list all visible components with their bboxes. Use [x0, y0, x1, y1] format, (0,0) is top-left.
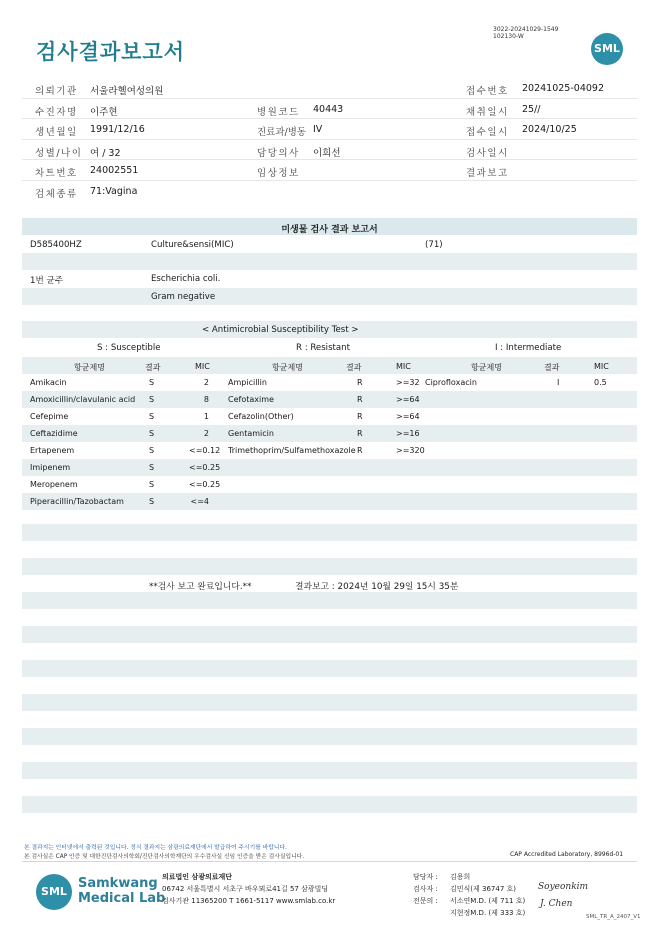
ast-drug: Imipenem: [30, 463, 71, 472]
org-contact: 검사기관 11365200 T 1661-5117 www.smlab.co.kr: [162, 897, 336, 905]
row-band: [22, 592, 637, 609]
row-band: [22, 626, 637, 643]
info-row: [22, 160, 637, 181]
legend-intermediate: I : Intermediate: [495, 343, 562, 353]
ast-drug: Amikacin: [30, 378, 67, 387]
col-mic-header: MIC: [594, 362, 609, 371]
org-name: 의료법인 삼광의료재단: [162, 873, 233, 881]
signature-1: Soyeonkim: [538, 882, 589, 892]
info-row: [22, 181, 637, 202]
row-band: [22, 558, 637, 575]
info-value: 1991/12/16: [90, 124, 145, 135]
report-title: 미생물 검사 결과 보고서: [281, 225, 378, 235]
info-value: 25//: [522, 103, 541, 115]
ast-drug: Meropenem: [30, 480, 78, 489]
handler-label: 담당자 :: [413, 873, 438, 881]
organism-1-label: 1번 균주: [30, 276, 64, 286]
ast-drug: Cefepime: [30, 412, 69, 421]
ast-result: R: [357, 446, 363, 455]
page-title: 검사결과보고서: [36, 40, 186, 64]
ast-drug: Ceftazidime: [30, 429, 78, 438]
report-complete: **검사 보고 완료입니다.**: [149, 582, 252, 592]
info-label: 진료과/병동: [257, 127, 307, 138]
patient-info: [22, 78, 637, 201]
ast-drug: Trimethoprim/Sulfamethoxazole: [228, 446, 356, 455]
tester-name: 김민식(제 36747 호): [450, 885, 516, 893]
footnote-2: 본 검사실은 CAP 인증 및 대한진단검사의학회/진단검사의학재단의 우수검사실 신임 인증을 받은 검사실입니다.: [24, 854, 305, 860]
ast-mic: >=320: [396, 446, 425, 455]
info-row: [22, 78, 637, 99]
info-value: 20241025-04092: [522, 83, 605, 94]
row-band: [22, 524, 637, 541]
info-label: 생년월일: [35, 127, 78, 138]
signature-2: J. Chen: [540, 899, 573, 909]
col-result-header: 결과: [145, 363, 161, 372]
cap-accreditation: CAP Accredited Laboratory, 8996d-01: [510, 851, 624, 858]
ast-mic: <=0.12: [189, 446, 221, 455]
info-label: 결과보고: [466, 168, 509, 179]
ast-mic: >=64: [396, 412, 420, 421]
info-label: 성별/나이: [35, 147, 83, 159]
ast-result: S: [149, 480, 155, 489]
ast-result: R: [357, 378, 363, 387]
ast-drug: Ampicillin: [228, 378, 267, 387]
row-band: [22, 762, 637, 779]
info-label: 접수일시: [466, 127, 509, 138]
col-drug-header: 항균제명: [272, 363, 303, 372]
info-row: [22, 119, 637, 140]
test-name: Culture&sensi(MIC): [151, 240, 234, 250]
info-value: 40443: [313, 103, 344, 115]
tester-label: 검사자 :: [413, 885, 438, 893]
document-code: 3022-20241029-1549 102130-W: [493, 26, 559, 40]
col-mic-header: MIC: [195, 362, 210, 371]
handler-name: 김용희: [450, 873, 471, 881]
sml-footer-logo: SML: [36, 874, 72, 910]
ast-drug: Piperacillin/Tazobactam: [30, 497, 124, 506]
ast-mic: >=64: [396, 395, 420, 404]
doctor-2: 지현정M.D. (제 333 호): [450, 909, 526, 917]
ast-result: R: [357, 429, 363, 438]
ast-mic: >=32: [396, 378, 420, 387]
doctor-label: 전문의 :: [413, 897, 438, 905]
info-label: 수진자명: [35, 106, 78, 118]
col-drug-header: 항균제명: [471, 363, 502, 372]
ast-mic: >=16: [396, 429, 420, 438]
ast-mic: 2: [203, 378, 209, 387]
ast-drug: Cefazolin(Other): [228, 412, 294, 421]
ast-title: < Antimicrobial Susceptibility Test >: [202, 325, 359, 335]
legend-resistant: R : Resistant: [296, 343, 350, 353]
col-mic-header: MIC: [396, 362, 411, 371]
info-label: 검체종류: [35, 188, 78, 200]
info-value: 71:Vagina: [90, 185, 138, 197]
ast-drug: Ciprofloxacin: [425, 378, 477, 387]
info-value: 이주현: [90, 106, 118, 118]
ast-result: S: [149, 463, 155, 472]
info-label: 임상정보: [257, 168, 300, 179]
row-band: [22, 796, 637, 813]
footnote-1: 본 결과지는 인터넷에서 출력된 것입니다. 정식 결과지는 삼광의료재단에서 발급하여 주시기를 바랍니다.: [24, 845, 287, 851]
form-code: SML_TR_A_2407_V1: [586, 914, 641, 920]
report-time: 결과보고 : 2024년 10월 29일 15시 35분: [295, 582, 459, 592]
col-result-header: 결과: [346, 363, 362, 372]
info-label: 병원코드: [257, 106, 300, 118]
ast-result: S: [149, 497, 155, 506]
row-band: [22, 728, 637, 745]
ast-result: I: [557, 378, 560, 387]
legend-susceptible: S : Susceptible: [97, 343, 161, 353]
row-band: [22, 694, 637, 711]
row-band: [22, 459, 637, 476]
org-address: 06742 서울특별시 서초구 바우뫼로41길 57 삼광빌딩: [162, 885, 329, 893]
test-code: D585400HZ: [30, 240, 82, 250]
info-value: 이희선: [313, 147, 341, 159]
ast-result: S: [149, 395, 155, 404]
info-value: IV: [313, 124, 323, 135]
row-band: [22, 253, 637, 270]
ast-result: S: [149, 378, 155, 387]
organism-1-name: Escherichia coli.: [151, 274, 221, 284]
ast-result: R: [357, 412, 363, 421]
test-number: (71): [425, 240, 443, 250]
col-drug-header: 항균제명: [74, 363, 105, 372]
info-value: 여 / 32: [90, 147, 121, 159]
row-band: [22, 288, 637, 305]
organism-1-gram: Gram negative: [151, 292, 216, 302]
ast-mic: <=0.25: [189, 480, 221, 489]
ast-mic: 0.5: [594, 378, 607, 387]
doctor-1: 서소연M.D. (제 711 호): [450, 897, 526, 905]
ast-drug: Ertapenem: [30, 446, 75, 455]
info-label: 채취일시: [466, 106, 509, 118]
row-band: [22, 425, 637, 442]
ast-drug: Amoxicillin/clavulanic acid: [30, 395, 136, 404]
brand-name: Samkwang Medical Lab: [78, 876, 166, 906]
ast-result: S: [149, 429, 155, 438]
ast-result: S: [149, 446, 155, 455]
info-value: 서울라헬여성의원: [90, 86, 164, 97]
ast-drug: Cefotaxime: [228, 395, 274, 404]
ast-mic: 8: [203, 395, 209, 404]
info-label: 담당의사: [257, 147, 300, 159]
info-label: 검사일시: [466, 147, 509, 159]
ast-result: R: [357, 395, 363, 404]
ast-mic: <=0.25: [189, 463, 221, 472]
row-band: [22, 660, 637, 677]
ast-mic: 1: [203, 412, 209, 421]
sml-logo: SML: [591, 33, 623, 65]
info-label: 의뢰기관: [35, 86, 78, 97]
ast-mic: <=4: [190, 497, 209, 506]
info-row: [22, 140, 637, 161]
ast-drug: Gentamicin: [228, 429, 274, 438]
info-value: 2024/10/25: [522, 124, 577, 135]
info-row: [22, 99, 637, 120]
footer-divider: [22, 861, 637, 862]
info-label: 차트번호: [35, 168, 78, 179]
info-value: 24002551: [90, 165, 139, 176]
ast-result: S: [149, 412, 155, 421]
info-label: 접수번호: [466, 86, 509, 97]
ast-mic: 2: [203, 429, 209, 438]
col-result-header: 결과: [544, 363, 560, 372]
